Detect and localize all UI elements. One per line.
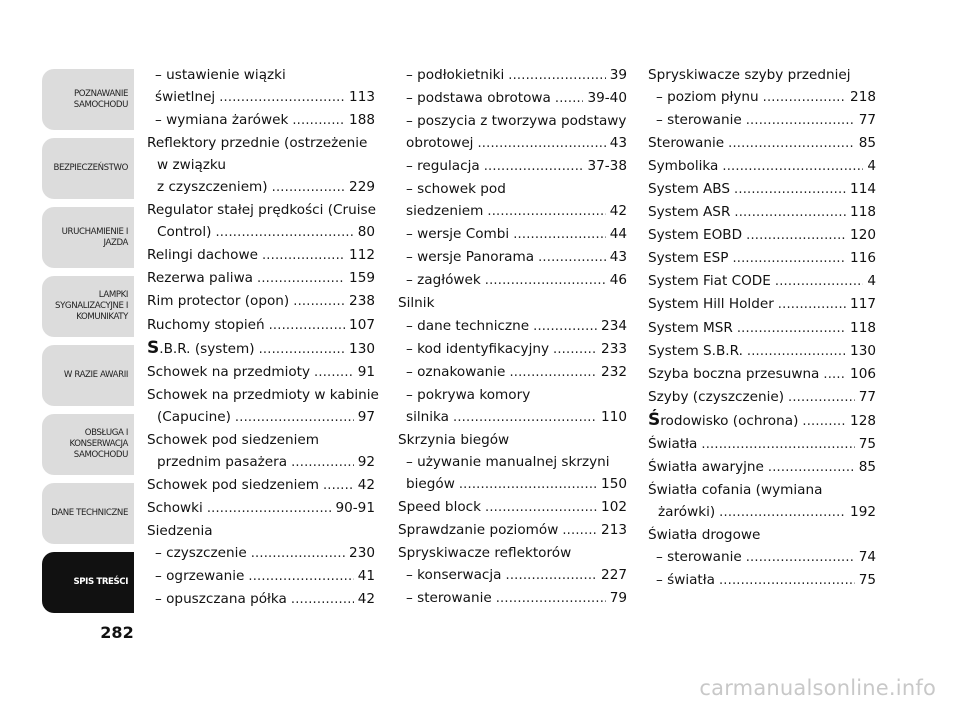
entry-label: żarówki): [658, 503, 716, 520]
index-column-1: [147, 64, 379, 611]
dot-leader: [719, 569, 855, 592]
index-heading: – poszycia z tworzywa podstawy: [406, 113, 627, 130]
entry-page: 107: [349, 316, 375, 333]
tab-label: LAMPKI SYGNALIZACYJNE I KOMUNIKATY: [55, 290, 128, 322]
entry-label: Schowek pod siedzeniem: [147, 476, 319, 493]
entry-page: 77: [858, 112, 876, 129]
dot-leader: [728, 132, 855, 155]
entry-label: Rim protector (opon): [147, 293, 290, 310]
entry-label: – poziom płynu: [656, 89, 759, 106]
entry-label: – kod identyfikacyjny: [406, 340, 550, 357]
index-entry[interactable]: [147, 109, 375, 132]
entry-label: obrotowej: [406, 135, 474, 152]
entry-page: 130: [850, 342, 876, 359]
dot-leader: [734, 178, 846, 201]
dot-leader: [747, 340, 846, 363]
entry-label: – opuszczana półka: [155, 591, 287, 608]
entry-label: świetlnej: [155, 89, 216, 106]
entry-label: – konserwacja: [406, 567, 502, 584]
index-entry[interactable]: [147, 244, 375, 267]
entry-page: 4: [867, 273, 876, 290]
index-entry[interactable]: [398, 269, 627, 292]
entry-page: 80: [357, 224, 375, 241]
index-entry[interactable]: [648, 293, 876, 316]
entry-page: 113: [349, 89, 375, 106]
dot-leader: [485, 269, 606, 292]
index-entry[interactable]: [648, 224, 876, 247]
index-heading: – ustawienie wiązki: [155, 67, 286, 83]
dot-leader: [291, 588, 354, 611]
index-entry[interactable]: [648, 178, 876, 201]
dot-leader: [538, 246, 606, 269]
entry-label: System MSR: [648, 319, 733, 336]
index-entry[interactable]: [648, 501, 876, 524]
entry-label: System ESP: [648, 250, 729, 267]
dot-leader: [508, 64, 605, 87]
dot-leader: [823, 363, 846, 386]
entry-page: 227: [601, 567, 627, 584]
tab-uruchamienie-i-jazda[interactable]: [42, 207, 134, 268]
dot-leader: [269, 314, 345, 337]
index-heading: Światła drogowe: [648, 526, 761, 543]
entry-page: 75: [858, 435, 876, 452]
dot-leader: [768, 456, 855, 479]
entry-page: 102: [601, 498, 627, 515]
entry-page: 229: [349, 179, 375, 196]
entry-page: 39-40: [587, 90, 627, 107]
tab-bezpieczeństwo[interactable]: [42, 138, 134, 199]
entry-page: 150: [601, 475, 627, 492]
index-heading: Schowek na przedmioty w kabinie: [147, 386, 379, 403]
dot-leader: [722, 155, 863, 178]
entry-label-rest: rodowisko (ochrona): [660, 412, 799, 429]
entry-label: – podstawa obrotowa: [406, 90, 551, 107]
dot-leader: [509, 361, 597, 384]
index-entry[interactable]: [398, 361, 627, 384]
index-heading: – używanie manualnej skrzyni: [406, 453, 610, 470]
entry-label: – czyszczenie: [155, 544, 247, 561]
index-entry[interactable]: [648, 247, 876, 270]
entry-page: 230: [349, 544, 375, 561]
index-heading: Światła cofania (wymiana: [648, 481, 823, 498]
entry-label: – wersje Panorama: [406, 249, 535, 266]
index-entry[interactable]: [648, 569, 876, 592]
entry-page: 42: [609, 203, 627, 220]
dot-leader: [775, 270, 863, 293]
dot-leader: [737, 317, 846, 340]
entry-page: 114: [850, 181, 876, 198]
dot-leader: [484, 155, 584, 178]
index-heading: Spryskiwacze reflektorów: [398, 544, 572, 561]
entry-label: Control): [157, 224, 212, 241]
entry-page: 42: [357, 591, 375, 608]
entry-page: 79: [609, 590, 627, 607]
index-heading: Schowek pod siedzeniem: [147, 431, 319, 448]
index-heading: Spryskiwacze szyby przedniej: [648, 67, 851, 83]
index-entry[interactable]: [398, 519, 627, 542]
index-heading: – schowek pod: [406, 181, 506, 198]
index-entry[interactable]: [398, 87, 627, 110]
dot-leader: [746, 224, 846, 247]
index-entry[interactable]: [398, 338, 627, 361]
index-entry[interactable]: [147, 86, 375, 109]
dot-leader: [257, 267, 345, 290]
index-entry[interactable]: [147, 221, 375, 244]
tab-lampki-sygnalizacyjne-i-komunikaty[interactable]: [42, 276, 134, 337]
entry-label: Światła: [648, 435, 698, 452]
index-entry[interactable]: [147, 542, 375, 565]
index-entry[interactable]: [648, 546, 876, 569]
dot-leader: [802, 410, 846, 433]
dot-leader: [453, 406, 597, 429]
index-entry[interactable]: [147, 451, 375, 474]
index-column-3: [648, 64, 876, 592]
entry-label: – wymiana żarówek: [155, 112, 289, 129]
entry-label: Schowek na przedmioty: [147, 363, 311, 380]
entry-label: – sterowanie: [656, 112, 742, 129]
dot-leader: [251, 542, 345, 565]
tab-label: POZNAWANIE SAMOCHODU: [73, 88, 128, 110]
dot-leader: [553, 338, 597, 361]
entry-label: siedzeniem: [406, 203, 484, 220]
entry-page: 106: [850, 365, 876, 382]
dot-leader: [485, 496, 597, 519]
entry-page: 118: [850, 204, 876, 221]
entry-label: Symbolika: [648, 158, 719, 175]
index-entry[interactable]: [147, 314, 375, 337]
dot-leader: [487, 200, 605, 223]
entry-page: 218: [850, 89, 876, 106]
entry-label: Światła awaryjne: [648, 458, 764, 475]
dot-leader: [763, 86, 846, 109]
entry-label: – ogrzewanie: [155, 568, 245, 585]
index-entry[interactable]: [147, 588, 375, 611]
index-entry[interactable]: [398, 473, 627, 496]
index-entry[interactable]: [147, 474, 375, 497]
dot-leader: [746, 546, 855, 569]
index-column-2: [398, 64, 627, 610]
dot-leader: [314, 361, 354, 384]
index-entry[interactable]: [648, 409, 876, 433]
entry-label: (Capucine): [157, 408, 231, 425]
entry-page: 77: [858, 388, 876, 405]
entry-page: 192: [850, 503, 876, 520]
entry-label: [147, 337, 255, 360]
entry-label: Szyba boczna przesuwna: [648, 365, 820, 382]
entry-label: – wersje Combi: [406, 226, 510, 243]
index-heading: Reflektory przednie (ostrzeżenie: [147, 135, 368, 152]
entry-page: 234: [601, 317, 627, 334]
index-entry[interactable]: [648, 155, 876, 178]
dot-leader: [219, 86, 345, 109]
index-entry[interactable]: [147, 361, 375, 384]
entry-page: 46: [609, 272, 627, 289]
index-entry[interactable]: [398, 496, 627, 519]
entry-label: – sterowanie: [406, 590, 492, 607]
dot-leader: [788, 386, 855, 409]
entry-label: Sprawdzanie poziomów: [398, 521, 559, 538]
index-entry[interactable]: [398, 200, 627, 223]
entry-label: Schowki: [147, 499, 203, 516]
dot-leader: [207, 497, 332, 520]
dot-leader: [778, 293, 846, 316]
dot-leader: [533, 315, 597, 338]
dot-leader: [248, 565, 353, 588]
tab-label: DANE TECHNICZNE: [51, 508, 128, 518]
dot-leader: [701, 433, 854, 456]
dot-leader: [555, 87, 584, 110]
entry-page: 159: [349, 270, 375, 287]
letter-initial: Ś: [648, 409, 661, 430]
entry-label: Sterowanie: [648, 135, 725, 152]
entry-label: Speed block: [398, 498, 482, 515]
index-entry[interactable]: [398, 246, 627, 269]
entry-label: Relingi dachowe: [147, 247, 258, 264]
entry-page: 233: [601, 340, 627, 357]
entry-label: Rezerwa paliwa: [147, 270, 254, 287]
entry-page: 110: [601, 408, 627, 425]
tab-label: URUCHAMIENIE I JAZDA: [61, 226, 128, 248]
index-entry[interactable]: [147, 267, 375, 290]
tab-label: W RAZIE AWARII: [63, 370, 128, 380]
entry-label: silnika: [406, 408, 449, 425]
entry-label: System ABS: [648, 181, 731, 198]
entry-page: 39: [609, 67, 627, 83]
tab-dane-techniczne[interactable]: [42, 483, 134, 544]
entry-page: 42: [357, 476, 375, 493]
dot-leader: [293, 290, 345, 313]
tab-poznawanie-samochodu[interactable]: [42, 69, 134, 130]
entry-label: – regulacja: [406, 158, 480, 175]
entry-label: biegów: [406, 475, 455, 492]
entry-page: 92: [357, 453, 375, 470]
entry-page: 41: [357, 568, 375, 585]
index-entry[interactable]: [648, 433, 876, 456]
entry-label: Szyby (czyszczenie): [648, 388, 785, 405]
dot-leader: [732, 247, 846, 270]
index-entry[interactable]: [648, 132, 876, 155]
tab-w-razie-awarii[interactable]: [42, 345, 134, 406]
entry-label: Ruchomy stopień: [147, 316, 265, 333]
entry-label-rest: .B.R. (system): [159, 340, 255, 357]
index-entry[interactable]: [398, 587, 627, 610]
dot-leader: [291, 451, 354, 474]
dot-leader: [262, 244, 345, 267]
entry-label: System S.B.R.: [648, 342, 743, 359]
dot-leader: [719, 501, 846, 524]
dot-leader: [323, 474, 354, 497]
entry-label: – oznakowanie: [406, 363, 506, 380]
dot-leader: [496, 587, 606, 610]
dot-leader: [292, 109, 345, 132]
entry-page: 85: [858, 458, 876, 475]
entry-label: – zagłówek: [406, 272, 481, 289]
dot-leader: [215, 221, 353, 244]
entry-label: przednim pasażera: [157, 453, 288, 470]
entry-label: – dane techniczne: [406, 317, 530, 334]
index-entry[interactable]: [648, 340, 876, 363]
entry-page: 43: [609, 135, 627, 152]
index-entry[interactable]: [398, 315, 627, 338]
entry-page: 44: [609, 226, 627, 243]
entry-page: 91: [357, 363, 375, 380]
index-entry[interactable]: [648, 456, 876, 479]
index-entry[interactable]: [147, 406, 375, 429]
dot-leader: [734, 201, 846, 224]
index-entry[interactable]: [648, 363, 876, 386]
index-heading: Regulator stałej prędkości (Cruise: [147, 202, 376, 219]
dot-leader: [513, 223, 605, 246]
entry-label: System EOBD: [648, 227, 743, 244]
entry-page: 188: [349, 112, 375, 129]
index-entry[interactable]: [147, 176, 375, 199]
entry-page: 238: [349, 293, 375, 310]
index-heading: Skrzynia biegów: [398, 431, 510, 448]
entry-label: z czyszczeniem): [157, 179, 268, 196]
index-heading: – pokrywa komory: [406, 386, 531, 403]
entry-page: 37-38: [587, 158, 627, 175]
dot-leader: [506, 564, 598, 587]
dot-leader: [259, 338, 345, 361]
entry-page: 120: [850, 227, 876, 244]
index-heading: Silnik: [398, 295, 435, 312]
entry-page: 118: [850, 319, 876, 336]
entry-page: 213: [601, 521, 627, 538]
entry-page: 75: [858, 572, 876, 589]
entry-page: 4: [867, 158, 876, 175]
entry-page: 117: [850, 296, 876, 313]
entry-label: – światła: [656, 572, 715, 589]
index-entry[interactable]: [648, 317, 876, 340]
index-heading: w związku: [157, 157, 227, 174]
entry-page: 43: [609, 249, 627, 266]
index-entry[interactable]: [398, 223, 627, 246]
dot-leader: [562, 519, 597, 542]
index-entry[interactable]: [147, 497, 375, 520]
letter-initial: S: [147, 337, 160, 358]
dot-leader: [235, 406, 354, 429]
tab-label: OBSŁUGA I KONSERWACJA SAMOCHODU: [69, 428, 128, 460]
entry-page: 85: [858, 135, 876, 152]
index-entry[interactable]: [147, 290, 375, 313]
tab-label: BEZPIECZEŃSTWO: [53, 163, 128, 173]
index-entry[interactable]: [648, 201, 876, 224]
entry-label: System ASR: [648, 204, 731, 221]
index-heading: Siedzenia: [147, 522, 213, 539]
tab-label: SPIS TREŚCI: [73, 577, 128, 587]
entry-page: 130: [349, 340, 375, 357]
watermark: carmanualsonline.info: [699, 676, 936, 700]
dot-leader: [746, 109, 855, 132]
entry-page: 90-91: [335, 499, 375, 516]
entry-page: 116: [850, 250, 876, 267]
entry-label: System Fiat CODE: [648, 273, 771, 290]
index-entry[interactable]: [398, 564, 627, 587]
dot-leader: [477, 132, 605, 155]
index-entry[interactable]: [648, 109, 876, 132]
tab-obsługa-i-konserwacja-samochodu[interactable]: [42, 414, 134, 475]
index-entry[interactable]: [147, 565, 375, 588]
index-entry[interactable]: [648, 386, 876, 409]
entry-label: – sterowanie: [656, 548, 742, 565]
index-entry[interactable]: [398, 64, 627, 87]
entry-page: 128: [850, 412, 876, 429]
entry-page: 97: [357, 408, 375, 425]
entry-page: 112: [349, 247, 375, 264]
entry-page: 232: [601, 363, 627, 380]
index-entry[interactable]: [648, 86, 876, 109]
index-entry[interactable]: [147, 337, 375, 361]
dot-leader: [272, 176, 345, 199]
page-number: 282: [100, 623, 134, 642]
index-entry[interactable]: [648, 270, 876, 293]
entry-page: 74: [858, 548, 876, 565]
index-entry[interactable]: [398, 155, 627, 178]
entry-label: – podłokietniki: [406, 67, 505, 83]
index-entry[interactable]: [398, 406, 627, 429]
tab-spis-treści[interactable]: [42, 552, 134, 613]
entry-label: [648, 409, 798, 432]
dot-leader: [459, 473, 597, 496]
entry-label: System Hill Holder: [648, 296, 774, 313]
index-entry[interactable]: [398, 132, 627, 155]
